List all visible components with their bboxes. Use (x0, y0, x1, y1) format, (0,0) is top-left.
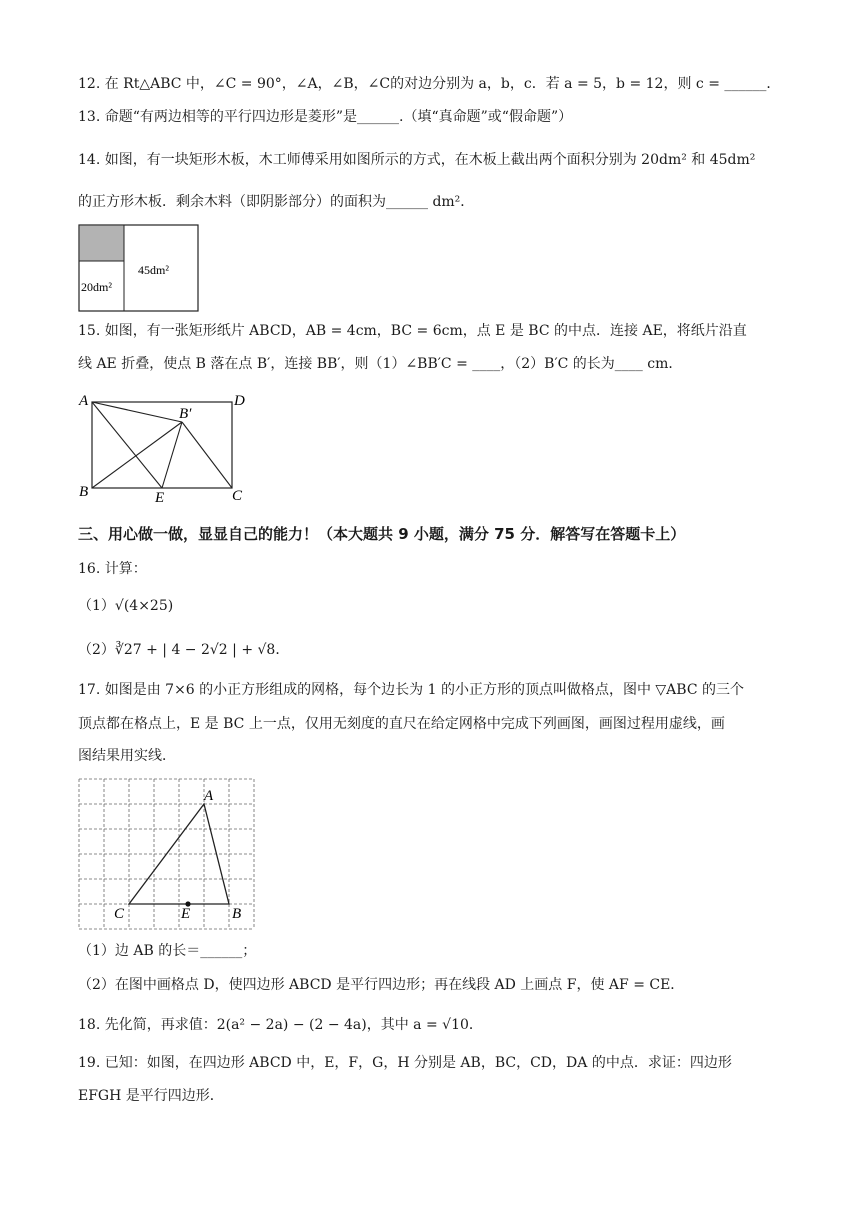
label-C: C (114, 906, 125, 922)
q17-part1: （1）边 AB 的长＝______； (78, 943, 257, 959)
q14-line2: 的正方形木板．剩余木料（即阴影部分）的面积为______ dm²． (78, 194, 475, 210)
label-B: B (79, 484, 89, 500)
q17-line2: 顶点都在格点上，E 是 BC 上一点，仅用无刻度的直尺在给定网格中完成下列画图，画图过程用虚线，画 (78, 716, 725, 732)
section3-heading: 三、用心做一做，显显自己的能力！（本大题共 9 小题，满分 75 分．解答写在答题卡上） (78, 525, 686, 543)
label-B: B (232, 906, 242, 922)
q16-part2: （2）∛27 + | 4 − 2√2 | + √8． (78, 642, 290, 658)
label-C: C (232, 488, 243, 504)
q15-line2: 线 AE 折叠，使点 B 落在点 B′，连接 BB′，则（1）∠BB′C = ____，（2）B′C 的长为____ cm． (78, 356, 683, 372)
q19-line1: 19. 已知：如图，在四边形 ABCD 中，E，F，G，H 分别是 AB，BC，CD，DA 的中点．求证：四边形 (78, 1055, 732, 1071)
rect-abcd (92, 402, 232, 488)
q18-text: 18. 先化简，再求值：2(a² − 2a) − (2 − 4a)，其中 a = √10． (78, 1017, 483, 1033)
q19-line2: EFGH 是平行四边形． (78, 1088, 224, 1104)
q17-grid-figure (78, 778, 258, 930)
q13-text: 13. 命题“有两边相等的平行四边形是菱形”是______.（填“真命题”或“假命题”） (78, 109, 573, 125)
label-D: D (234, 393, 245, 409)
label-E: E (155, 490, 165, 506)
label-B-prime: B′ (179, 406, 192, 422)
shaded-region (79, 225, 124, 261)
segment-bb-prime (92, 422, 182, 488)
segment-eb-prime (162, 422, 182, 488)
q12-text: 12. 在 Rt△ABC 中，∠C = 90°，∠A，∠B，∠C的对边分别为 a，b，c．若 a = 5，b = 12，则 c = ______． (78, 76, 781, 92)
q17-line1: 17. 如图是由 7×6 的小正方形组成的网格，每个边长为 1 的小正方形的顶点叫做格点，图中 ▽ABC 的三个 (78, 682, 745, 698)
segment-b-prime-c (182, 422, 232, 488)
label-E: E (181, 906, 191, 922)
large-square-label: 45dm² (138, 263, 169, 277)
label-A: A (79, 393, 89, 409)
q17-part2: （2）在图中画格点 D，使四边形 ABCD 是平行四边形；再在线段 AD 上画点 F，使 AF = CE． (78, 977, 685, 993)
q15-figure (76, 390, 256, 506)
small-square-label: 20dm² (81, 280, 112, 294)
q16-part1: （1）√(4×25) (78, 598, 174, 614)
q17-line3: 图结果用实线． (78, 748, 176, 764)
q14-line1: 14. 如图，有一块矩形木板，木工师傅采用如图所示的方式，在木板上截出两个面积分别为 20dm² 和 45dm² (78, 152, 756, 168)
q16-title: 16. 计算： (78, 561, 147, 577)
q14-figure (78, 224, 200, 314)
label-A: A (204, 788, 214, 804)
q15-line1: 15. 如图，有一张矩形纸片 ABCD，AB = 4cm，BC = 6cm，点 E 是 BC 的中点．连接 AE，将纸片沿直 (78, 323, 747, 339)
